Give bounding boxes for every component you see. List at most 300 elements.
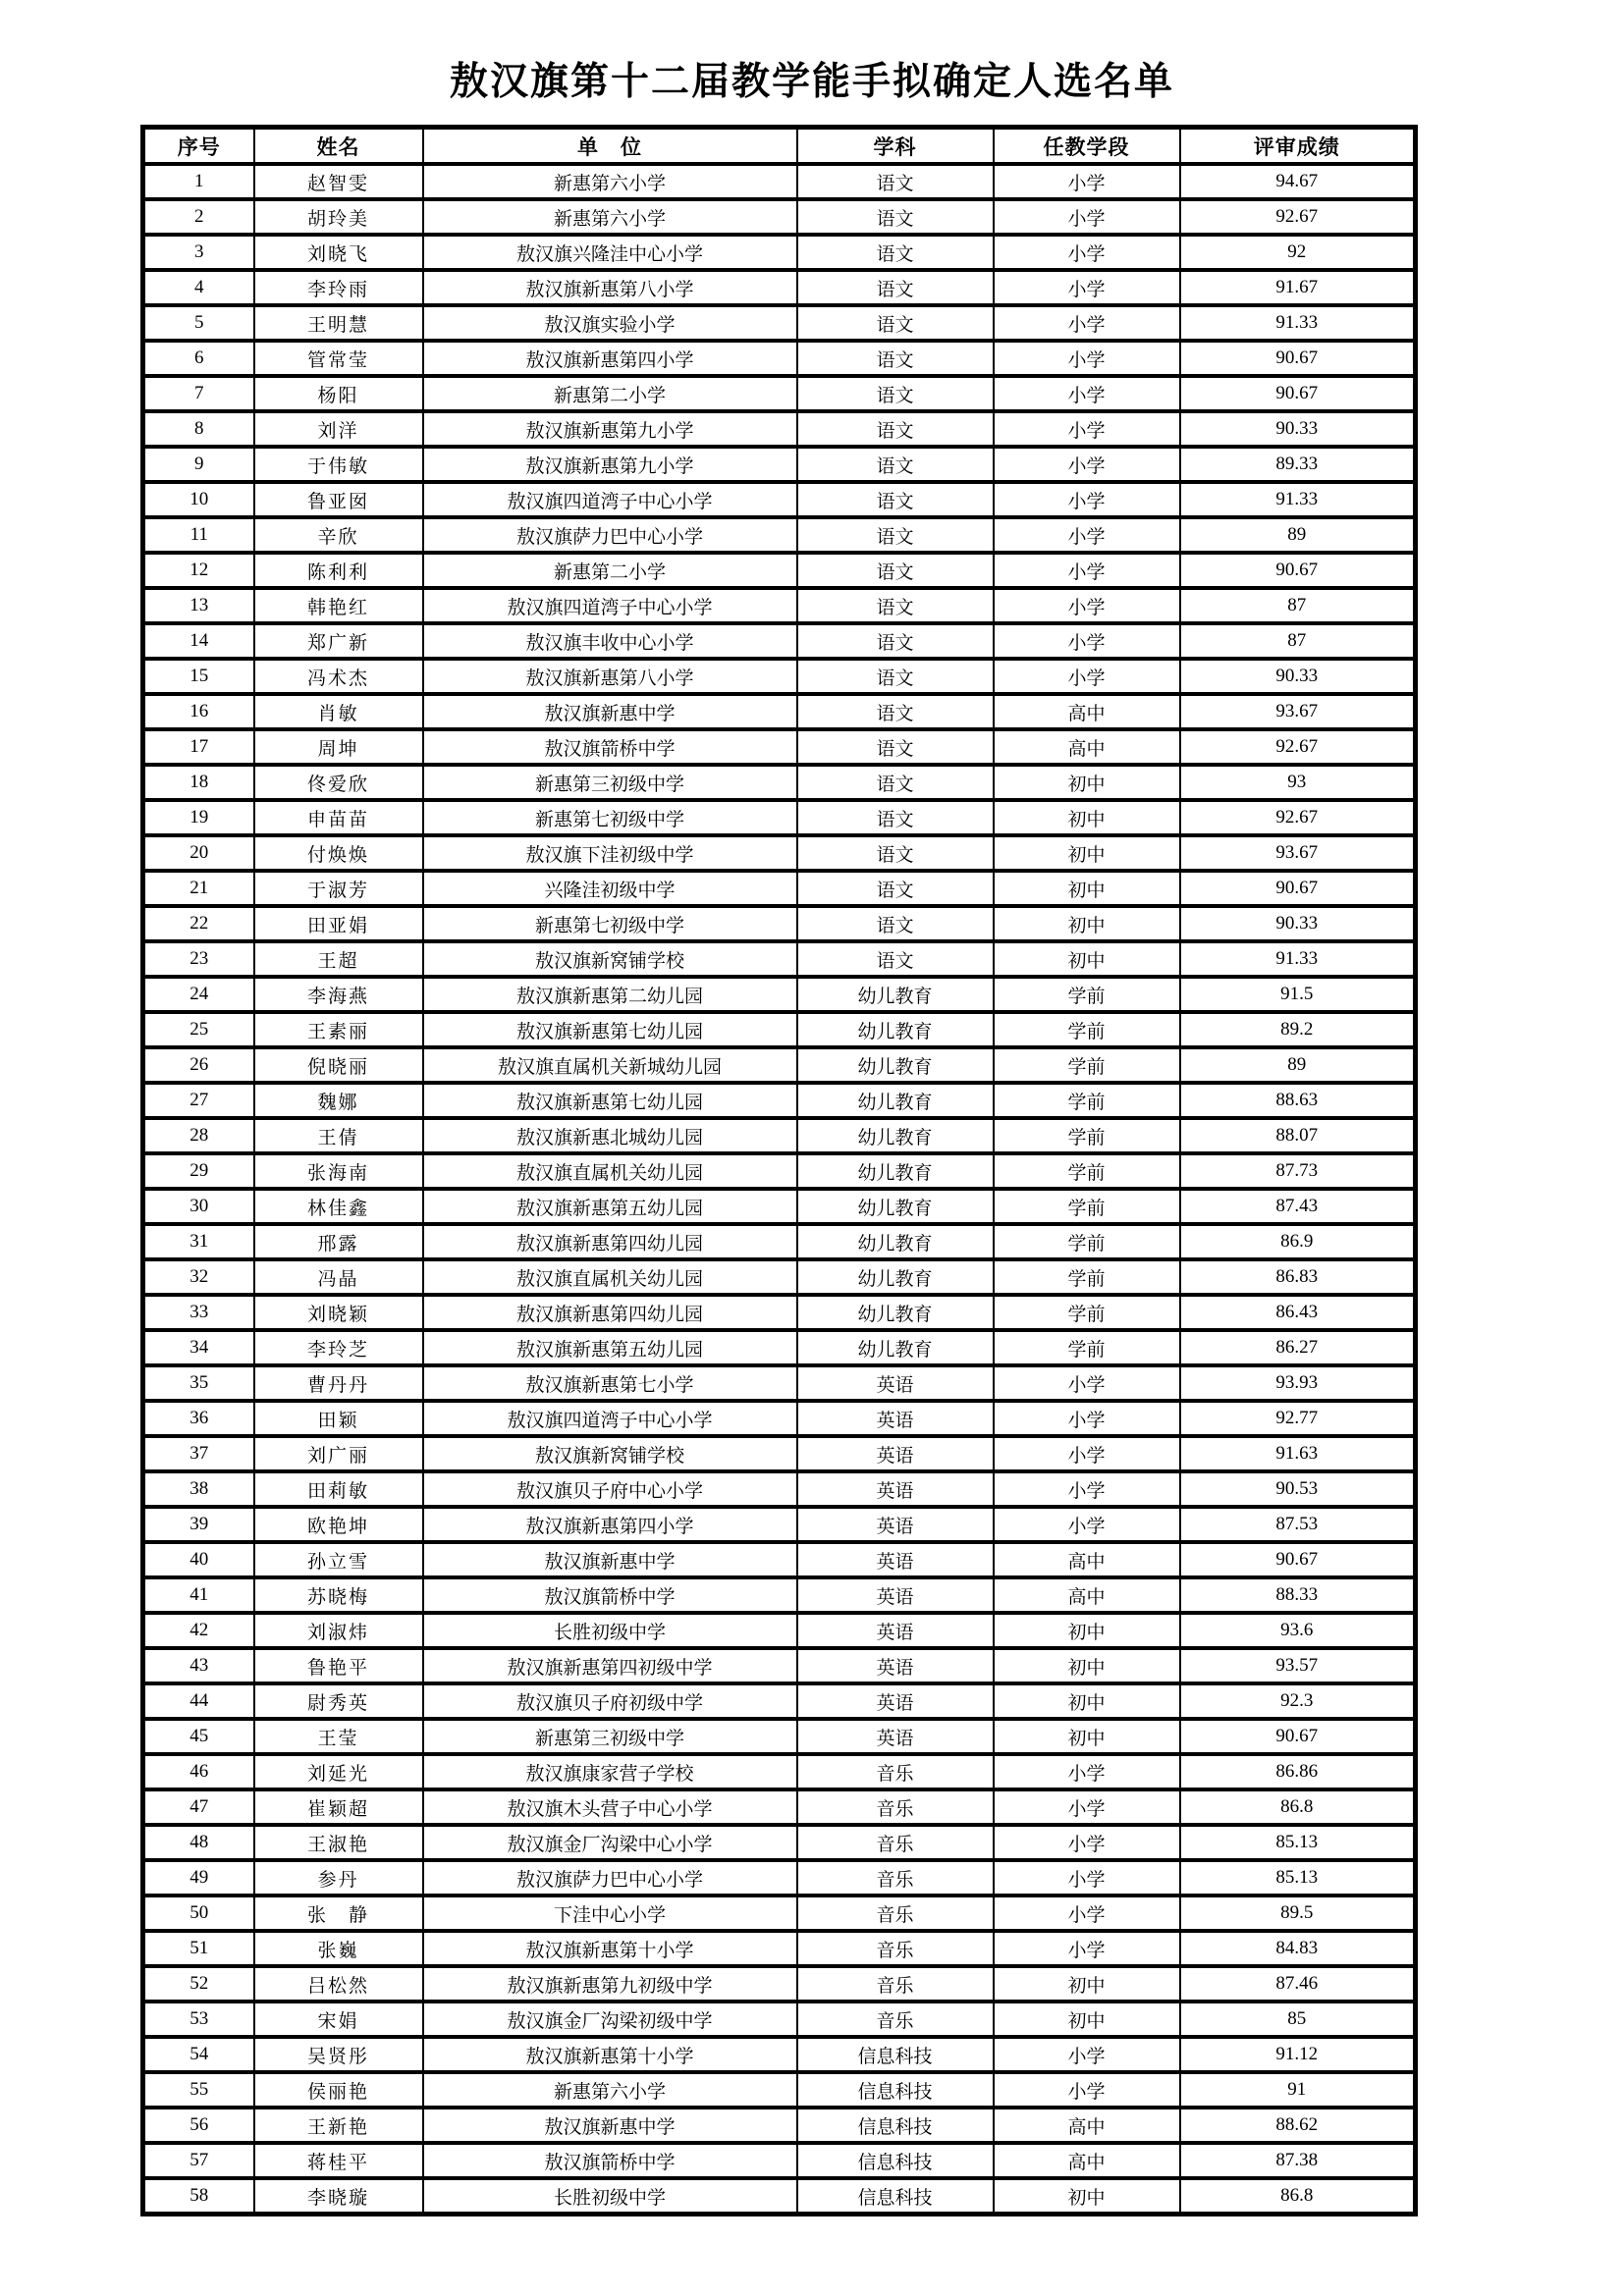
cell-score: 90.33 [1180, 411, 1416, 447]
cell-stage: 小学 [994, 235, 1180, 270]
cell-name: 胡玲美 [254, 199, 423, 235]
cell-stage: 小学 [994, 2037, 1180, 2072]
cell-score: 92.3 [1180, 1683, 1416, 1719]
cell-score: 87.43 [1180, 1189, 1416, 1224]
cell-index: 30 [143, 1189, 254, 1224]
table-row [143, 553, 1416, 588]
cell-subject: 英语 [797, 1436, 994, 1471]
cell-unit: 敖汉旗新惠第八小学 [423, 270, 797, 305]
cell-subject: 音乐 [797, 1931, 994, 1966]
cell-unit: 敖汉旗箭桥中学 [423, 1577, 797, 1613]
table-row [143, 623, 1416, 659]
cell-index: 32 [143, 1259, 254, 1295]
cell-index: 45 [143, 1719, 254, 1754]
cell-subject: 语文 [797, 376, 994, 411]
table-row [143, 2072, 1416, 2108]
cell-unit: 敖汉旗新惠第九初级中学 [423, 1966, 797, 2002]
table-row [143, 1719, 1416, 1754]
cell-score: 92.67 [1180, 729, 1416, 765]
table-row [143, 1825, 1416, 1860]
cell-stage: 小学 [994, 411, 1180, 447]
table-row [143, 1683, 1416, 1719]
cell-subject: 语文 [797, 164, 994, 199]
cell-name: 崔颖超 [254, 1789, 423, 1825]
roster-table [140, 125, 1418, 2216]
cell-name: 陈利利 [254, 553, 423, 588]
cell-name: 李玲雨 [254, 270, 423, 305]
cell-subject: 幼儿教育 [797, 1153, 994, 1189]
cell-stage: 初中 [994, 1648, 1180, 1683]
cell-name: 李晓璇 [254, 2178, 423, 2215]
cell-subject: 幼儿教育 [797, 1295, 994, 1330]
cell-name: 周坤 [254, 729, 423, 765]
cell-name: 管常莹 [254, 341, 423, 376]
table-body [143, 164, 1416, 2215]
cell-unit: 敖汉旗木头营子中心小学 [423, 1789, 797, 1825]
cell-unit: 敖汉旗新惠第九小学 [423, 447, 797, 482]
table-row [143, 588, 1416, 623]
cell-name: 刘晓颖 [254, 1295, 423, 1330]
cell-stage: 小学 [994, 553, 1180, 588]
cell-stage: 学前 [994, 1189, 1180, 1224]
cell-unit: 敖汉旗新惠第二幼儿园 [423, 977, 797, 1012]
cell-subject: 英语 [797, 1542, 994, 1577]
cell-score: 90.67 [1180, 341, 1416, 376]
cell-subject: 幼儿教育 [797, 1189, 994, 1224]
cell-stage: 高中 [994, 2143, 1180, 2178]
cell-stage: 小学 [994, 199, 1180, 235]
cell-name: 吕松然 [254, 1966, 423, 2002]
cell-stage: 小学 [994, 2072, 1180, 2108]
cell-unit: 新惠第三初级中学 [423, 1719, 797, 1754]
cell-stage: 小学 [994, 447, 1180, 482]
cell-unit: 敖汉旗金厂沟梁初级中学 [423, 2002, 797, 2037]
cell-score: 91.33 [1180, 305, 1416, 341]
cell-unit: 敖汉旗萨力巴中心小学 [423, 517, 797, 553]
cell-name: 肖敏 [254, 694, 423, 729]
cell-stage: 初中 [994, 1966, 1180, 2002]
cell-unit: 敖汉旗新惠第十小学 [423, 2037, 797, 2072]
table-row [143, 517, 1416, 553]
cell-index: 11 [143, 517, 254, 553]
cell-unit: 敖汉旗新惠第五幼儿园 [423, 1189, 797, 1224]
cell-index: 57 [143, 2143, 254, 2178]
cell-unit: 敖汉旗新惠第九小学 [423, 411, 797, 447]
cell-subject: 幼儿教育 [797, 1118, 994, 1153]
cell-score: 86.8 [1180, 1789, 1416, 1825]
cell-stage: 高中 [994, 729, 1180, 765]
cell-subject: 音乐 [797, 1860, 994, 1896]
cell-score: 92.67 [1180, 800, 1416, 835]
cell-subject: 英语 [797, 1365, 994, 1401]
cell-stage: 学前 [994, 1118, 1180, 1153]
cell-subject: 英语 [797, 1683, 994, 1719]
cell-name: 田莉敏 [254, 1471, 423, 1507]
table-row [143, 1577, 1416, 1613]
cell-name: 冯晶 [254, 1259, 423, 1295]
table-row [143, 1189, 1416, 1224]
cell-name: 倪晓丽 [254, 1047, 423, 1083]
cell-index: 52 [143, 1966, 254, 2002]
table-row [143, 1083, 1416, 1118]
cell-name: 参丹 [254, 1860, 423, 1896]
cell-score: 90.67 [1180, 1719, 1416, 1754]
cell-name: 曹丹丹 [254, 1365, 423, 1401]
cell-score: 93.57 [1180, 1648, 1416, 1683]
table-row [143, 1047, 1416, 1083]
cell-subject: 音乐 [797, 1966, 994, 2002]
cell-index: 37 [143, 1436, 254, 1471]
table-row [143, 906, 1416, 941]
cell-subject: 信息科技 [797, 2072, 994, 2108]
cell-score: 93 [1180, 765, 1416, 800]
cell-name: 尉秀英 [254, 1683, 423, 1719]
cell-index: 28 [143, 1118, 254, 1153]
cell-name: 魏娜 [254, 1083, 423, 1118]
cell-unit: 新惠第二小学 [423, 553, 797, 588]
cell-index: 13 [143, 588, 254, 623]
cell-score: 91 [1180, 2072, 1416, 2108]
cell-name: 鲁艳平 [254, 1648, 423, 1683]
cell-stage: 初中 [994, 800, 1180, 835]
cell-stage: 高中 [994, 1577, 1180, 1613]
cell-score: 91.33 [1180, 941, 1416, 977]
cell-stage: 小学 [994, 1507, 1180, 1542]
table-row [143, 871, 1416, 906]
cell-unit: 敖汉旗箭桥中学 [423, 2143, 797, 2178]
cell-unit: 敖汉旗贝子府中心小学 [423, 1471, 797, 1507]
cell-index: 6 [143, 341, 254, 376]
cell-index: 1 [143, 164, 254, 199]
cell-name: 辛欣 [254, 517, 423, 553]
cell-stage: 小学 [994, 1365, 1180, 1401]
cell-score: 88.63 [1180, 1083, 1416, 1118]
cell-name: 张海南 [254, 1153, 423, 1189]
cell-index: 2 [143, 199, 254, 235]
cell-subject: 信息科技 [797, 2037, 994, 2072]
cell-unit: 敖汉旗新惠第四初级中学 [423, 1648, 797, 1683]
cell-index: 38 [143, 1471, 254, 1507]
column-header-name: 姓名 [254, 128, 423, 165]
cell-unit: 敖汉旗新惠第十小学 [423, 1931, 797, 1966]
table-row [143, 1012, 1416, 1047]
cell-score: 91.67 [1180, 270, 1416, 305]
cell-unit: 敖汉旗新窝铺学校 [423, 941, 797, 977]
cell-unit: 敖汉旗丰收中心小学 [423, 623, 797, 659]
cell-name: 王倩 [254, 1118, 423, 1153]
cell-stage: 小学 [994, 482, 1180, 517]
table-row [143, 2108, 1416, 2143]
cell-score: 87.53 [1180, 1507, 1416, 1542]
cell-stage: 小学 [994, 623, 1180, 659]
cell-subject: 幼儿教育 [797, 1259, 994, 1295]
cell-name: 林佳鑫 [254, 1189, 423, 1224]
cell-stage: 高中 [994, 694, 1180, 729]
cell-score: 87.46 [1180, 1966, 1416, 2002]
cell-subject: 语文 [797, 517, 994, 553]
cell-score: 90.53 [1180, 1471, 1416, 1507]
cell-index: 35 [143, 1365, 254, 1401]
cell-score: 88.33 [1180, 1577, 1416, 1613]
cell-index: 54 [143, 2037, 254, 2072]
cell-score: 86.83 [1180, 1259, 1416, 1295]
table-row [143, 447, 1416, 482]
cell-score: 87 [1180, 588, 1416, 623]
cell-name: 刘延光 [254, 1754, 423, 1789]
cell-index: 8 [143, 411, 254, 447]
cell-stage: 小学 [994, 1896, 1180, 1931]
cell-index: 36 [143, 1401, 254, 1436]
cell-subject: 语文 [797, 623, 994, 659]
cell-stage: 小学 [994, 588, 1180, 623]
table-row [143, 1118, 1416, 1153]
cell-index: 44 [143, 1683, 254, 1719]
table-row [143, 1436, 1416, 1471]
cell-stage: 初中 [994, 941, 1180, 977]
cell-subject: 语文 [797, 411, 994, 447]
cell-subject: 语文 [797, 482, 994, 517]
cell-stage: 学前 [994, 977, 1180, 1012]
cell-unit: 敖汉旗新惠第七幼儿园 [423, 1012, 797, 1047]
cell-subject: 语文 [797, 835, 994, 871]
cell-name: 李玲芝 [254, 1330, 423, 1365]
cell-name: 付焕焕 [254, 835, 423, 871]
cell-score: 90.67 [1180, 871, 1416, 906]
cell-stage: 小学 [994, 305, 1180, 341]
cell-name: 冯术杰 [254, 659, 423, 694]
cell-index: 42 [143, 1613, 254, 1648]
cell-stage: 小学 [994, 1401, 1180, 1436]
cell-subject: 语文 [797, 341, 994, 376]
cell-unit: 敖汉旗贝子府初级中学 [423, 1683, 797, 1719]
header-row [143, 128, 1416, 165]
table-row [143, 2143, 1416, 2178]
cell-unit: 敖汉旗康家营子学校 [423, 1754, 797, 1789]
cell-score: 87 [1180, 623, 1416, 659]
table-row [143, 1153, 1416, 1189]
cell-name: 刘晓飞 [254, 235, 423, 270]
cell-index: 58 [143, 2178, 254, 2215]
table-row [143, 1365, 1416, 1401]
cell-name: 邢露 [254, 1224, 423, 1259]
cell-stage: 高中 [994, 1542, 1180, 1577]
table-row [143, 941, 1416, 977]
table-row [143, 199, 1416, 235]
cell-score: 85.13 [1180, 1860, 1416, 1896]
cell-name: 赵智雯 [254, 164, 423, 199]
cell-subject: 英语 [797, 1577, 994, 1613]
cell-subject: 英语 [797, 1401, 994, 1436]
cell-stage: 小学 [994, 1860, 1180, 1896]
table-row [143, 835, 1416, 871]
table-row [143, 2002, 1416, 2037]
cell-score: 86.43 [1180, 1295, 1416, 1330]
cell-subject: 语文 [797, 305, 994, 341]
cell-index: 12 [143, 553, 254, 588]
cell-stage: 学前 [994, 1330, 1180, 1365]
cell-subject: 语文 [797, 270, 994, 305]
cell-score: 90.33 [1180, 906, 1416, 941]
cell-score: 85.13 [1180, 1825, 1416, 1860]
table-row [143, 977, 1416, 1012]
cell-score: 89.5 [1180, 1896, 1416, 1931]
cell-stage: 学前 [994, 1047, 1180, 1083]
cell-stage: 初中 [994, 1719, 1180, 1754]
cell-index: 5 [143, 305, 254, 341]
cell-subject: 音乐 [797, 1789, 994, 1825]
column-header-score: 评审成绩 [1180, 128, 1416, 165]
cell-index: 33 [143, 1295, 254, 1330]
cell-name: 侯丽艳 [254, 2072, 423, 2108]
cell-index: 16 [143, 694, 254, 729]
table-row [143, 305, 1416, 341]
cell-unit: 敖汉旗四道湾子中心小学 [423, 1401, 797, 1436]
table-row [143, 2178, 1416, 2215]
cell-name: 张 静 [254, 1896, 423, 1931]
cell-score: 90.67 [1180, 376, 1416, 411]
cell-score: 94.67 [1180, 164, 1416, 199]
cell-unit: 敖汉旗新惠第四幼儿园 [423, 1295, 797, 1330]
table-row [143, 1648, 1416, 1683]
cell-index: 7 [143, 376, 254, 411]
cell-unit: 敖汉旗新惠第八小学 [423, 659, 797, 694]
cell-stage: 小学 [994, 517, 1180, 553]
cell-unit: 敖汉旗新惠第七小学 [423, 1365, 797, 1401]
cell-subject: 语文 [797, 906, 994, 941]
table-row [143, 2037, 1416, 2072]
cell-score: 91.33 [1180, 482, 1416, 517]
cell-name: 于伟敏 [254, 447, 423, 482]
cell-score: 86.9 [1180, 1224, 1416, 1259]
cell-index: 18 [143, 765, 254, 800]
cell-name: 李海燕 [254, 977, 423, 1012]
cell-subject: 语文 [797, 588, 994, 623]
cell-unit: 敖汉旗箭桥中学 [423, 729, 797, 765]
cell-unit: 敖汉旗下洼初级中学 [423, 835, 797, 871]
cell-index: 4 [143, 270, 254, 305]
table-row [143, 1860, 1416, 1896]
cell-unit: 下洼中心小学 [423, 1896, 797, 1931]
cell-unit: 敖汉旗直属机关新城幼儿园 [423, 1047, 797, 1083]
table-row [143, 765, 1416, 800]
cell-index: 3 [143, 235, 254, 270]
cell-score: 88.07 [1180, 1118, 1416, 1153]
table-row [143, 1896, 1416, 1931]
cell-index: 19 [143, 800, 254, 835]
cell-unit: 新惠第七初级中学 [423, 800, 797, 835]
column-header-index: 序号 [143, 128, 254, 165]
table-row [143, 1224, 1416, 1259]
cell-stage: 小学 [994, 164, 1180, 199]
cell-score: 91.63 [1180, 1436, 1416, 1471]
cell-index: 24 [143, 977, 254, 1012]
cell-score: 91.5 [1180, 977, 1416, 1012]
table-row [143, 1507, 1416, 1542]
cell-score: 89.33 [1180, 447, 1416, 482]
cell-subject: 英语 [797, 1648, 994, 1683]
cell-index: 56 [143, 2108, 254, 2143]
cell-stage: 初中 [994, 906, 1180, 941]
cell-stage: 小学 [994, 376, 1180, 411]
cell-score: 86.86 [1180, 1754, 1416, 1789]
cell-subject: 语文 [797, 199, 994, 235]
cell-score: 86.27 [1180, 1330, 1416, 1365]
cell-unit: 敖汉旗直属机关幼儿园 [423, 1259, 797, 1295]
cell-stage: 小学 [994, 1436, 1180, 1471]
column-header-stage: 任教学段 [994, 128, 1180, 165]
table-row [143, 800, 1416, 835]
cell-stage: 初中 [994, 871, 1180, 906]
table-row [143, 1542, 1416, 1577]
cell-subject: 语文 [797, 553, 994, 588]
cell-unit: 兴隆洼初级中学 [423, 871, 797, 906]
cell-score: 87.38 [1180, 2143, 1416, 2178]
cell-subject: 音乐 [797, 1754, 994, 1789]
cell-name: 田亚娟 [254, 906, 423, 941]
table-row [143, 1966, 1416, 2002]
cell-name: 王莹 [254, 1719, 423, 1754]
cell-unit: 新惠第六小学 [423, 199, 797, 235]
cell-stage: 学前 [994, 1259, 1180, 1295]
cell-stage: 初中 [994, 2178, 1180, 2215]
cell-unit: 新惠第三初级中学 [423, 765, 797, 800]
cell-stage: 小学 [994, 1471, 1180, 1507]
cell-stage: 小学 [994, 659, 1180, 694]
cell-subject: 音乐 [797, 1825, 994, 1860]
cell-index: 53 [143, 2002, 254, 2037]
cell-stage: 初中 [994, 2002, 1180, 2037]
cell-index: 46 [143, 1754, 254, 1789]
cell-subject: 幼儿教育 [797, 977, 994, 1012]
cell-subject: 幼儿教育 [797, 1047, 994, 1083]
cell-stage: 小学 [994, 1754, 1180, 1789]
cell-name: 王素丽 [254, 1012, 423, 1047]
cell-name: 鲁亚囡 [254, 482, 423, 517]
table-row [143, 164, 1416, 199]
cell-name: 张巍 [254, 1931, 423, 1966]
cell-index: 55 [143, 2072, 254, 2108]
cell-name: 于淑芳 [254, 871, 423, 906]
cell-score: 87.73 [1180, 1153, 1416, 1189]
cell-stage: 初中 [994, 835, 1180, 871]
cell-stage: 小学 [994, 1825, 1180, 1860]
cell-unit: 敖汉旗新惠中学 [423, 1542, 797, 1577]
cell-name: 蒋桂平 [254, 2143, 423, 2178]
cell-name: 苏晓梅 [254, 1577, 423, 1613]
cell-index: 14 [143, 623, 254, 659]
cell-name: 王新艳 [254, 2108, 423, 2143]
cell-score: 90.67 [1180, 553, 1416, 588]
cell-subject: 语文 [797, 447, 994, 482]
cell-score: 84.83 [1180, 1931, 1416, 1966]
table-row [143, 376, 1416, 411]
cell-unit: 敖汉旗新惠第五幼儿园 [423, 1330, 797, 1365]
cell-index: 31 [143, 1224, 254, 1259]
cell-index: 9 [143, 447, 254, 482]
table-row [143, 235, 1416, 270]
table-row [143, 729, 1416, 765]
cell-index: 51 [143, 1931, 254, 1966]
cell-subject: 幼儿教育 [797, 1012, 994, 1047]
cell-name: 刘淑炜 [254, 1613, 423, 1648]
cell-index: 48 [143, 1825, 254, 1860]
table-row [143, 1330, 1416, 1365]
cell-unit: 敖汉旗萨力巴中心小学 [423, 1860, 797, 1896]
cell-subject: 语文 [797, 659, 994, 694]
cell-name: 刘广丽 [254, 1436, 423, 1471]
cell-unit: 敖汉旗新惠第四小学 [423, 1507, 797, 1542]
cell-subject: 语文 [797, 871, 994, 906]
